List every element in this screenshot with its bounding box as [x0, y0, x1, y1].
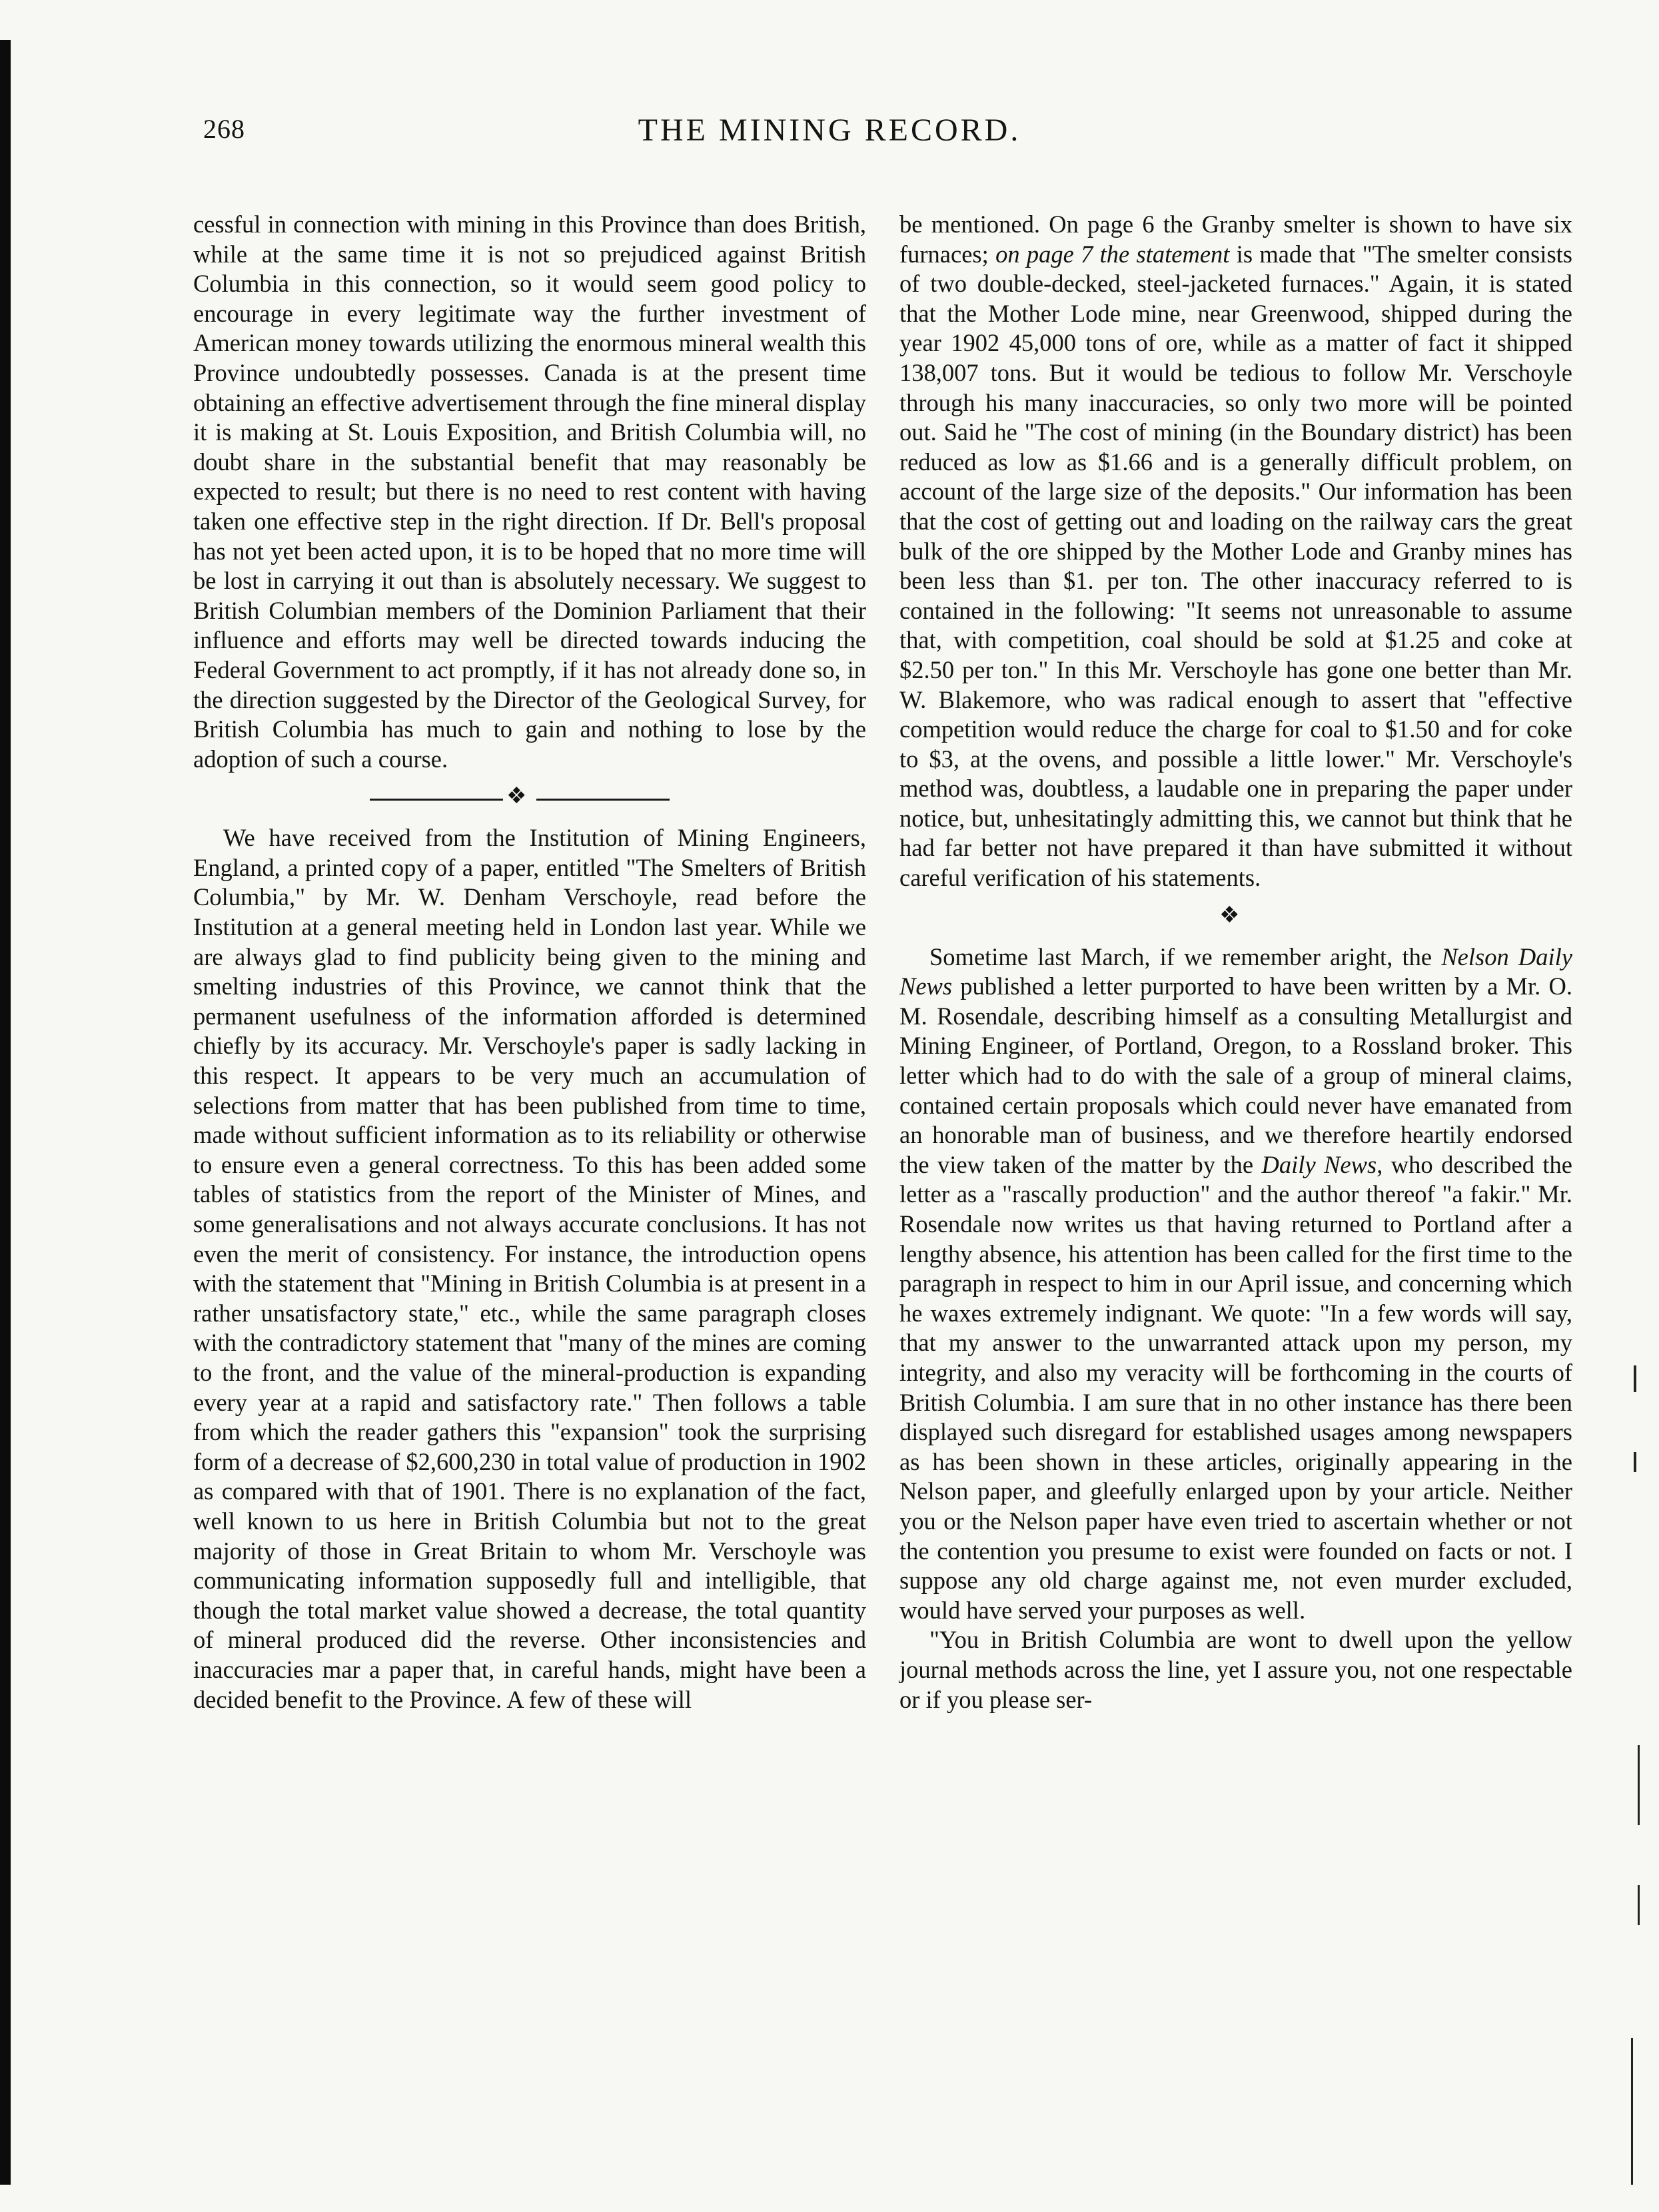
left-column — [193, 210, 866, 1714]
divider-rule-right — [536, 799, 670, 801]
paragraph-yellow-journal-quote: "You in British Columbia are wont to dwell upon the yellow journal methods across the line, yet I assure you, not one respectable or if you please ser- — [899, 1626, 1572, 1713]
italic-text-run: on page 7 the statement — [995, 240, 1230, 268]
scan-edge-shadow — [0, 40, 11, 2185]
paragraph-inaccuracies — [899, 210, 1572, 893]
text-run: published a letter purported to have been written by a Mr. O. M. Rosendale, describing himself as a consulting Metallurgist and Mining Engineer, of Portland, Oregon, to a Rossland broker. This letter which had to do with the sale of a group of mineral claims, contained certain proposals which could never have emanated from an honorable man of business, and we therefore heartily endorsed the view taken of the matter by the — [899, 972, 1572, 1178]
ornament-icon: ❖ — [506, 784, 527, 809]
newspaper-title: Daily News — [1261, 1150, 1377, 1178]
section-divider-right — [899, 893, 1572, 942]
scan-artifact — [1638, 1745, 1640, 1825]
paragraph-british-interest: cessful in connection with mining in this Province than does British, while at the same time it is not so prejudiced against British Columbia in this connection, so it would seem good policy to encourage in every legitimate way the further investment of American money towards utilizing the enormous mineral wealth this Province undoubtedly possesses. Canada is at the present time obtaining an effective advertisement through the fine mineral display it is making at St. Louis Exposition, and British Columbia will, no doubt share in the substantial benefit that may reasonably be expected to result; but there is no need to rest content with having taken one effective step in the right direction. If Dr. Bell's proposal has not yet been acted upon, it is to be hoped that no more time will be lost in carrying it out than is absolutely necessary. We suggest to British Columbian members of the Dominion Parliament that their influence and efforts may well be directed towards inducing the Federal Government to act promptly, if it has not already done so, in the direction suggested by the Director of the Geological Survey, for British Columbia has much to gain and nothing to lose by the adoption of such a course. — [193, 210, 866, 773]
paragraph-rosendale-letter — [899, 942, 1572, 1626]
text-run: be mentioned. On page 6 the Granby smelter is shown to have six furnaces; — [899, 210, 1572, 268]
paragraph-verschoyle-paper: We have received from the Institution of Mining Engineers, England, a printed copy of a paper, entitled "The Smelters of British Columbia," by Mr. W. Denham Verschoyle, read before the Institution at a general meeting held in London last year. While we are always glad to find publicity being given to the mining and smelting industries of this Province, we cannot think that the permanent usefulness of the information afforded is determined chiefly by its accuracy. Mr. Verschoyle's paper is sadly lacking in this respect. It appears to be very much an accumulation of selections from matter that has been published from time to time, made without sufficient information as to its reliability or otherwise to ensure even a general correctness. To this has been added some tables of statistics from the report of the Minister of Mines, and some generalisations and not always accurate conclusions. It has not even the merit of consistency. For instance, the introduction opens with the statement that "Mining in British Columbia is at present in a rather unsatisfactory state," etc., while the same paragraph closes with the contradictory statement that "many of the mines are coming to the front, and the value of the mineral-production is expanding every year at a rapid and satisfactory rate." Then follows a table from which the reader gathers this "expansion" took the surprising form of a decrease of $2,600,230 in total value of production in 1902 as compared with that of 1901. There is no explanation of the fact, well known to us here in British Columbia but not to the great majority of those in Great Britain to whom Mr. Verschoyle was communicating information supposedly full and intelligible, that though the total market value showed a decrease, the total quantity of mineral produced did the reverse. Other inconsistencies and inaccuracies mar a paper that, in careful hands, might have been a decided benefit to the Province. A few of these will — [193, 824, 866, 1713]
section-divider-left — [193, 774, 866, 823]
right-column — [899, 210, 1572, 1714]
newspaper-title: Nelson Daily News — [899, 942, 1572, 1000]
scan-artifact — [1631, 2038, 1633, 2185]
text-run: is made that "The smelter consists of two double-decked, steel-jacketed furnaces." Again, it is stated that the Mother Lode mine, near Greenwood, shipped during the year 1902 45,000 tons of ore, while as a matter of fact it shipped 138,007 tons. But it would be tedious to follow Mr. Verschoyle through his many inaccuracies, so only two more will be pointed out. Said he "The cost of mining (in the Boundary district) has been reduced as low as $1.66 and is a generally difficult problem, on account of the large size of the deposits." Our information has been that the cost of getting out and loading on the railway cars the great bulk of the ore shipped by the Mother Lode and Granby mines has been less than $1. per ton. The other inaccuracy referred to is contained in the following: "It seems not unreasonable to assume that, with competition, coal should be sold at $1.25 and coke at $2.50 per ton." In this Mr. Verschoyle has gone one better than Mr. W. Blakemore, who was radical enough to assert that "effective competition would reduce the charge for coal to $1.50 and for coke to $3, at the ovens, and possible a little lower." Mr. Verschoyle's method was, doubtless, a laudable one in preparing the paper under notice, but, unhesitatingly admitting this, we cannot but think that he had far better not have prepared it than have submitted it without careful verification of his statements. — [899, 240, 1573, 892]
scan-artifact — [1634, 1452, 1636, 1472]
ornament-icon: ❖ — [1219, 903, 1240, 928]
page-number: 268 — [203, 114, 245, 144]
divider-rule-left — [370, 799, 503, 801]
running-title: THE MINING RECORD. — [638, 113, 1021, 148]
text-run: , who described the letter as a "rascally production" and the author thereof "a fakir." Mr. Rosendale now writes us that having returned to Portland after a lengthy absence, his attention has been called for the first time to the paragraph in respect to him in our April issue, and concerning which he waxes extremely indignant. We quote: "In a few words will say, that my answer to the unwarranted attack upon my person, my integrity, and also my veracity will be forthcoming in the courts of British Columbia. I am sure that in no other instance has there been displayed such disregard for established usages among newspapers as has been shown in these articles, originally appearing in the Nelson paper, and gleefully enlarged upon by your article. Neither you or the Nelson paper have even tried to ascertain whether or not the contention you presume to exist were founded on facts or not. I suppose any old charge against me, not even murder excluded, would have served your purposes as well. — [899, 1150, 1572, 1624]
scan-artifact — [1634, 1365, 1636, 1392]
text-run: Sometime last March, if we remember aright, the — [929, 942, 1442, 970]
scan-artifact — [1638, 1885, 1640, 1925]
